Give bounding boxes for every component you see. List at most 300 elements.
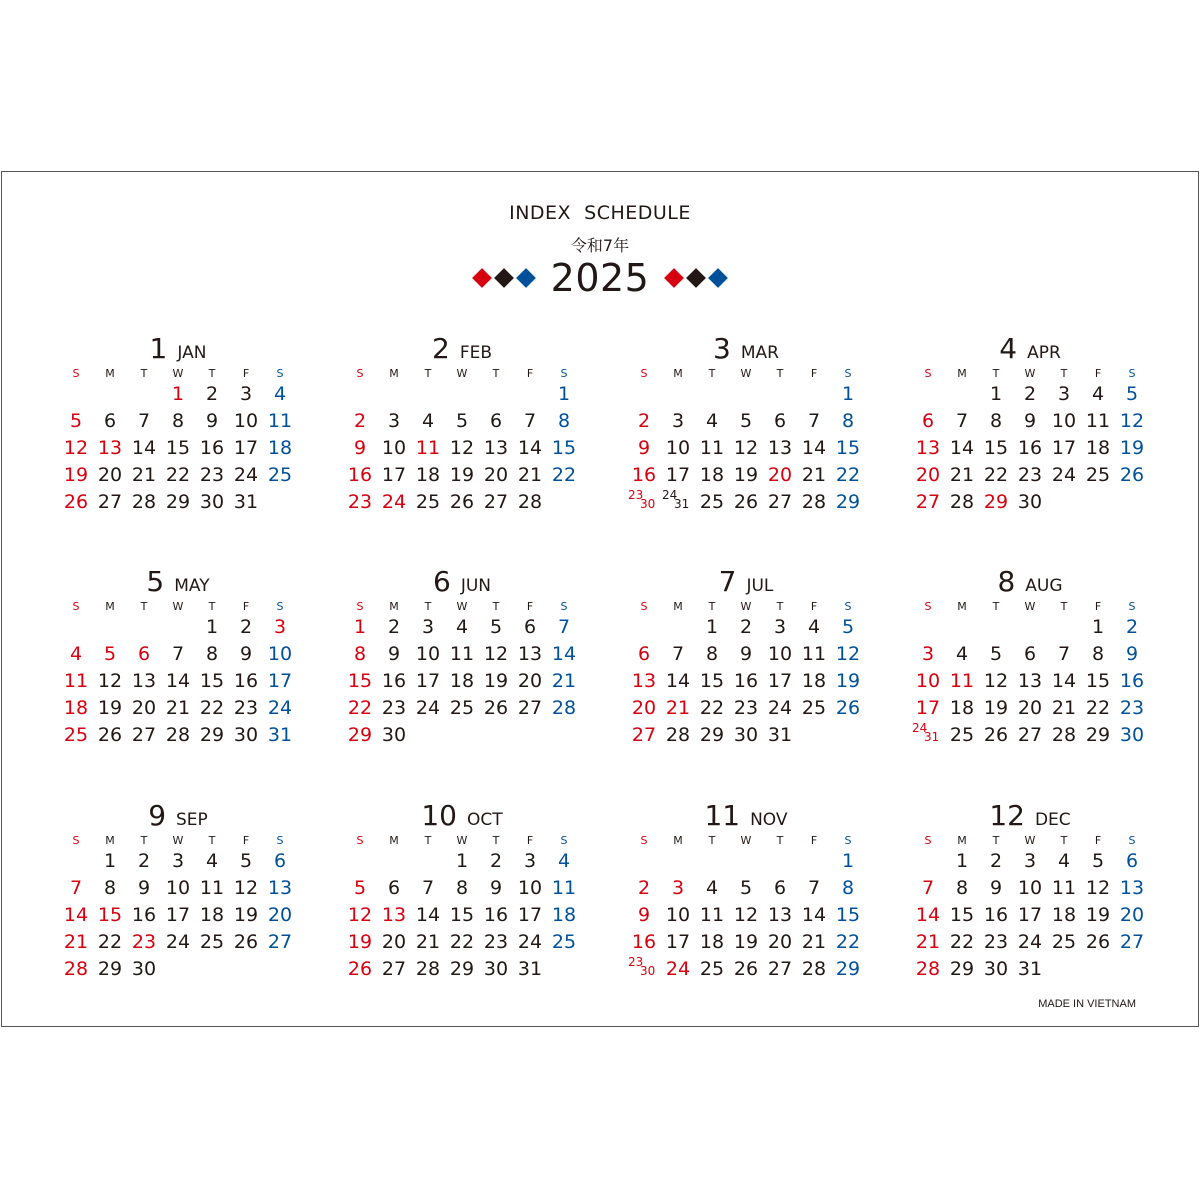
day-cell: 22 — [835, 931, 861, 953]
day-cell: 11 — [1085, 410, 1111, 432]
blue-diamond-icon — [708, 268, 728, 288]
day-cell: 18 — [801, 670, 827, 692]
day-cell: 11 — [199, 877, 225, 899]
empty-cell — [343, 848, 377, 875]
day-cell: 15 — [699, 670, 725, 692]
month-number: 4 — [999, 332, 1018, 365]
empty-cell — [127, 614, 161, 641]
day-cell: 1 — [1091, 616, 1105, 638]
stacked-day-bottom: 31 — [924, 730, 940, 744]
weekday-label: S — [640, 834, 648, 847]
day-cell: 3 — [671, 877, 685, 899]
day-cell: 1 — [705, 616, 719, 638]
day-cell: 7 — [807, 877, 821, 899]
black-diamond-icon — [686, 268, 706, 288]
day-cell: 30 — [733, 724, 759, 746]
day-cell: 6 — [773, 410, 787, 432]
day-cell: 12 — [233, 877, 259, 899]
day-cell: 6 — [103, 410, 117, 432]
day-cell: 12 — [63, 437, 89, 459]
day-cell: 25 — [699, 491, 725, 513]
weekday-label: M — [389, 367, 399, 380]
day-cell: 10 — [665, 904, 691, 926]
day-cell: 24 — [517, 931, 543, 953]
day-cell: 19 — [983, 697, 1009, 719]
empty-cell — [661, 381, 695, 408]
month-header — [59, 565, 297, 597]
weekday-label: T — [776, 600, 784, 613]
weekday-label: T — [424, 367, 432, 380]
empty-cell — [911, 381, 945, 408]
day-cell: 3 — [273, 616, 287, 638]
day-cell: 31 — [767, 724, 793, 746]
day-cell: 23 — [131, 931, 157, 953]
day-cell: 22 — [449, 931, 475, 953]
day-cell: 28 — [517, 491, 543, 513]
month-name: AUG — [1025, 576, 1063, 596]
day-cell: 11 — [551, 877, 577, 899]
day-cell: 26 — [733, 491, 759, 513]
weekday-label: T — [208, 834, 216, 847]
day-cell: 16 — [233, 670, 259, 692]
day-cell: 6 — [523, 616, 537, 638]
day-cell: 18 — [1051, 904, 1077, 926]
day-cell: 17 — [1051, 437, 1077, 459]
month-header — [911, 799, 1149, 831]
day-cell: 17 — [267, 670, 293, 692]
day-cell: 3 — [239, 383, 253, 405]
day-cell: 18 — [699, 931, 725, 953]
weekday-label: T — [992, 367, 1000, 380]
day-cell: 2 — [1023, 383, 1037, 405]
day-cell: 21 — [165, 697, 191, 719]
day-cell: 28 — [801, 958, 827, 980]
month-name: APR — [1027, 343, 1061, 363]
weekday-header — [627, 367, 865, 381]
weekday-label: W — [740, 367, 752, 380]
day-cell: 13 — [1017, 670, 1043, 692]
day-cell: 26 — [733, 958, 759, 980]
weekday-label: S — [276, 600, 284, 613]
day-cell: 24 — [381, 491, 407, 513]
day-cell: 11 — [699, 904, 725, 926]
day-cell: 4 — [1057, 850, 1071, 872]
month-number: 11 — [704, 799, 741, 832]
day-cell: 20 — [631, 697, 657, 719]
stacked-day-bottom: 30 — [640, 497, 656, 511]
day-cell: 14 — [131, 437, 157, 459]
empty-cell — [695, 848, 729, 875]
day-cell: 7 — [523, 410, 537, 432]
stacked-day-bottom: 30 — [640, 964, 656, 978]
weekday-label: W — [172, 600, 184, 613]
day-cell: 1 — [841, 850, 855, 872]
weekday-label: S — [640, 600, 648, 613]
day-cell: 21 — [63, 931, 89, 953]
day-cell: 20 — [381, 931, 407, 953]
day-cell: 7 — [557, 616, 571, 638]
day-cell: 5 — [455, 410, 469, 432]
calendar-card — [1, 171, 1199, 1027]
day-cell: 4 — [1091, 383, 1105, 405]
day-cell: 7 — [671, 643, 685, 665]
empty-cell — [627, 848, 661, 875]
day-cell: 27 — [631, 724, 657, 746]
days-grid — [911, 848, 1149, 983]
weekday-header — [343, 834, 581, 848]
day-cell: 4 — [705, 877, 719, 899]
day-cell: 28 — [415, 958, 441, 980]
weekday-label: S — [1128, 600, 1136, 613]
day-cell: 29 — [1085, 724, 1111, 746]
day-cell: 21 — [801, 931, 827, 953]
day-cell — [627, 489, 661, 516]
weekday-label: T — [492, 367, 500, 380]
day-cell: 4 — [205, 850, 219, 872]
empty-cell — [729, 381, 763, 408]
day-cell: 11 — [267, 410, 293, 432]
empty-cell — [1047, 614, 1081, 641]
month-feb — [343, 332, 581, 532]
stacked-day-top: 24 — [662, 488, 678, 502]
blue-diamond-icon — [516, 268, 536, 288]
days-grid — [627, 614, 865, 749]
day-cell: 15 — [551, 437, 577, 459]
day-cell: 28 — [915, 958, 941, 980]
weekday-label: T — [992, 834, 1000, 847]
weekday-label: T — [492, 834, 500, 847]
day-cell: 13 — [767, 904, 793, 926]
day-cell: 28 — [131, 491, 157, 513]
weekday-header — [59, 600, 297, 614]
day-cell: 13 — [131, 670, 157, 692]
day-cell: 17 — [915, 697, 941, 719]
empty-cell — [59, 848, 93, 875]
empty-cell — [797, 848, 831, 875]
weekday-label: M — [673, 600, 683, 613]
month-header — [911, 565, 1149, 597]
stacked-day-bottom: 31 — [674, 497, 690, 511]
empty-cell — [911, 614, 945, 641]
day-cell: 11 — [801, 643, 827, 665]
day-cell: 21 — [415, 931, 441, 953]
day-cell: 22 — [949, 931, 975, 953]
weekday-label: M — [957, 367, 967, 380]
weekday-label: S — [1128, 834, 1136, 847]
day-cell: 1 — [205, 616, 219, 638]
day-cell: 9 — [989, 877, 1003, 899]
day-cell: 29 — [983, 491, 1009, 513]
day-cell: 21 — [517, 464, 543, 486]
empty-cell — [411, 381, 445, 408]
month-number: 3 — [713, 332, 731, 365]
day-cell: 2 — [387, 616, 401, 638]
weekday-label: T — [208, 600, 216, 613]
day-cell: 16 — [631, 464, 657, 486]
day-cell: 10 — [267, 643, 293, 665]
month-jan — [59, 332, 297, 532]
day-cell: 27 — [381, 958, 407, 980]
weekday-label: T — [208, 367, 216, 380]
day-cell: 5 — [739, 410, 753, 432]
days-grid — [911, 614, 1149, 749]
day-cell: 17 — [1017, 904, 1043, 926]
day-cell: 19 — [63, 464, 89, 486]
day-cell: 22 — [199, 697, 225, 719]
weekday-label: S — [72, 367, 80, 380]
weekday-label: F — [1094, 367, 1102, 380]
day-cell: 10 — [665, 437, 691, 459]
weekday-label: S — [72, 834, 80, 847]
day-cell: 18 — [267, 437, 293, 459]
day-cell: 7 — [1057, 643, 1071, 665]
weekday-label: M — [105, 367, 115, 380]
day-cell: 25 — [1085, 464, 1111, 486]
day-cell: 9 — [353, 437, 367, 459]
day-cell: 14 — [801, 904, 827, 926]
weekday-label: T — [140, 600, 148, 613]
day-cell: 17 — [665, 464, 691, 486]
day-cell: 7 — [955, 410, 969, 432]
days-grid — [911, 381, 1149, 516]
day-cell: 16 — [1017, 437, 1043, 459]
weekday-header — [59, 367, 297, 381]
day-cell: 26 — [347, 958, 373, 980]
day-cell: 27 — [915, 491, 941, 513]
day-cell: 26 — [1119, 464, 1145, 486]
weekday-label: S — [356, 834, 364, 847]
weekday-label: T — [1060, 367, 1068, 380]
month-number: 2 — [431, 332, 450, 365]
day-cell: 15 — [199, 670, 225, 692]
day-cell: 16 — [483, 904, 509, 926]
day-cell — [627, 956, 661, 983]
day-cell: 27 — [483, 491, 509, 513]
day-cell: 25 — [699, 958, 725, 980]
day-cell: 1 — [455, 850, 469, 872]
weekday-label: S — [72, 600, 80, 613]
day-cell: 17 — [165, 904, 191, 926]
days-grid — [627, 381, 865, 516]
day-cell: 24 — [767, 697, 793, 719]
month-sep — [59, 799, 297, 999]
day-cell: 3 — [1023, 850, 1037, 872]
day-cell: 11 — [1051, 877, 1077, 899]
day-cell: 3 — [921, 643, 935, 665]
month-apr — [911, 332, 1149, 532]
weekday-label: W — [740, 834, 752, 847]
day-cell: 5 — [841, 616, 855, 638]
day-cell: 21 — [801, 464, 827, 486]
day-cell: 20 — [1119, 904, 1145, 926]
month-name: SEP — [176, 810, 208, 830]
day-cell: 12 — [449, 437, 475, 459]
day-cell: 8 — [353, 643, 367, 665]
day-cell: 8 — [557, 410, 571, 432]
day-cell: 3 — [773, 616, 787, 638]
day-cell: 18 — [699, 464, 725, 486]
day-cell: 3 — [523, 850, 537, 872]
day-cell: 3 — [387, 410, 401, 432]
day-cell: 28 — [949, 491, 975, 513]
weekday-label: M — [673, 834, 683, 847]
month-number: 10 — [421, 799, 457, 832]
era-year: 令和7年 — [570, 236, 630, 255]
day-cell: 21 — [949, 464, 975, 486]
weekday-label: T — [1060, 600, 1068, 613]
day-cell: 26 — [483, 697, 509, 719]
day-cell: 6 — [921, 410, 935, 432]
stacked-day-top: 24 — [912, 721, 928, 735]
weekday-label: W — [740, 600, 752, 613]
day-cell: 26 — [1085, 931, 1111, 953]
weekday-label: M — [957, 600, 967, 613]
day-cell: 3 — [671, 410, 685, 432]
day-cell: 1 — [841, 383, 855, 405]
year-number: 2025 — [550, 256, 650, 300]
day-cell: 13 — [915, 437, 941, 459]
weekday-label: W — [172, 834, 184, 847]
day-cell: 19 — [1085, 904, 1111, 926]
empty-cell — [797, 381, 831, 408]
day-cell: 6 — [387, 877, 401, 899]
year-row — [2, 256, 1198, 300]
day-cell: 9 — [637, 904, 651, 926]
day-cell: 19 — [449, 464, 475, 486]
empty-cell — [161, 614, 195, 641]
day-cell: 31 — [233, 491, 259, 513]
empty-cell — [979, 614, 1013, 641]
day-cell: 2 — [989, 850, 1003, 872]
day-cell: 20 — [131, 697, 157, 719]
day-cell: 9 — [205, 410, 219, 432]
day-cell: 27 — [131, 724, 157, 746]
day-cell: 28 — [551, 697, 577, 719]
weekday-label: W — [456, 367, 468, 380]
month-nov — [627, 799, 865, 999]
day-cell: 13 — [97, 437, 123, 459]
weekday-label: F — [810, 834, 818, 847]
day-cell: 6 — [773, 877, 787, 899]
made-in-label: MADE IN VIETNAM — [1038, 998, 1136, 1010]
day-cell: 2 — [739, 616, 753, 638]
day-cell: 31 — [267, 724, 293, 746]
days-grid — [59, 381, 297, 516]
day-cell: 9 — [489, 877, 503, 899]
day-cell: 1 — [171, 383, 185, 405]
month-aug — [911, 565, 1149, 765]
month-header — [59, 332, 297, 364]
day-cell: 6 — [273, 850, 287, 872]
month-number: 5 — [146, 565, 165, 598]
month-header — [343, 332, 581, 364]
month-header — [627, 332, 865, 364]
month-number: 6 — [432, 565, 451, 598]
day-cell: 11 — [63, 670, 89, 692]
day-cell: 13 — [767, 437, 793, 459]
empty-cell — [627, 381, 661, 408]
weekday-label: M — [105, 600, 115, 613]
day-cell: 6 — [1023, 643, 1037, 665]
weekday-label: F — [810, 600, 818, 613]
day-cell: 19 — [483, 670, 509, 692]
day-cell: 5 — [1125, 383, 1139, 405]
day-cell: 14 — [915, 904, 941, 926]
day-cell: 23 — [1119, 697, 1145, 719]
day-cell: 12 — [97, 670, 123, 692]
day-cell: 2 — [205, 383, 219, 405]
day-cell: 29 — [449, 958, 475, 980]
day-cell: 6 — [489, 410, 503, 432]
day-cell: 16 — [199, 437, 225, 459]
day-cell: 14 — [665, 670, 691, 692]
weekday-label: W — [1024, 367, 1036, 380]
day-cell: 27 — [267, 931, 293, 953]
day-cell: 14 — [1051, 670, 1077, 692]
day-cell: 27 — [767, 491, 793, 513]
day-cell: 2 — [137, 850, 151, 872]
day-cell: 25 — [267, 464, 293, 486]
day-cell: 30 — [199, 491, 225, 513]
day-cell: 24 — [665, 958, 691, 980]
day-cell: 10 — [1051, 410, 1077, 432]
month-number: 1 — [149, 332, 168, 365]
month-header — [343, 565, 581, 597]
empty-cell — [763, 848, 797, 875]
day-cell: 28 — [801, 491, 827, 513]
day-cell: 18 — [551, 904, 577, 926]
day-cell: 8 — [1091, 643, 1105, 665]
day-cell: 15 — [835, 437, 861, 459]
day-cell: 18 — [199, 904, 225, 926]
weekday-label: T — [708, 834, 716, 847]
month-number: 12 — [989, 799, 1025, 832]
day-cell: 4 — [807, 616, 821, 638]
stacked-day-top: 23 — [628, 955, 644, 969]
weekday-label: S — [356, 367, 364, 380]
day-cell: 19 — [233, 904, 259, 926]
day-cell: 23 — [347, 491, 373, 513]
month-name: MAR — [740, 343, 779, 363]
day-cell: 18 — [63, 697, 89, 719]
day-cell: 5 — [353, 877, 367, 899]
weekday-header — [911, 834, 1149, 848]
weekday-header — [627, 600, 865, 614]
day-cell: 22 — [165, 464, 191, 486]
day-cell: 25 — [949, 724, 975, 746]
day-cell: 3 — [171, 850, 185, 872]
day-cell: 26 — [449, 491, 475, 513]
weekday-label: S — [844, 600, 852, 613]
day-cell: 26 — [97, 724, 123, 746]
weekday-label: T — [140, 367, 148, 380]
day-cell: 11 — [415, 437, 441, 459]
weekday-header — [343, 600, 581, 614]
day-cell: 17 — [233, 437, 259, 459]
day-cell: 10 — [1017, 877, 1043, 899]
day-cell — [661, 489, 695, 516]
day-cell: 19 — [733, 931, 759, 953]
weekday-header — [911, 600, 1149, 614]
day-cell: 30 — [1017, 491, 1043, 513]
day-cell: 13 — [267, 877, 293, 899]
weekday-label: W — [172, 367, 184, 380]
month-name: OCT — [467, 810, 503, 830]
day-cell: 19 — [1119, 437, 1145, 459]
day-cell: 20 — [915, 464, 941, 486]
day-cell: 3 — [421, 616, 435, 638]
weekday-label: T — [992, 600, 1000, 613]
